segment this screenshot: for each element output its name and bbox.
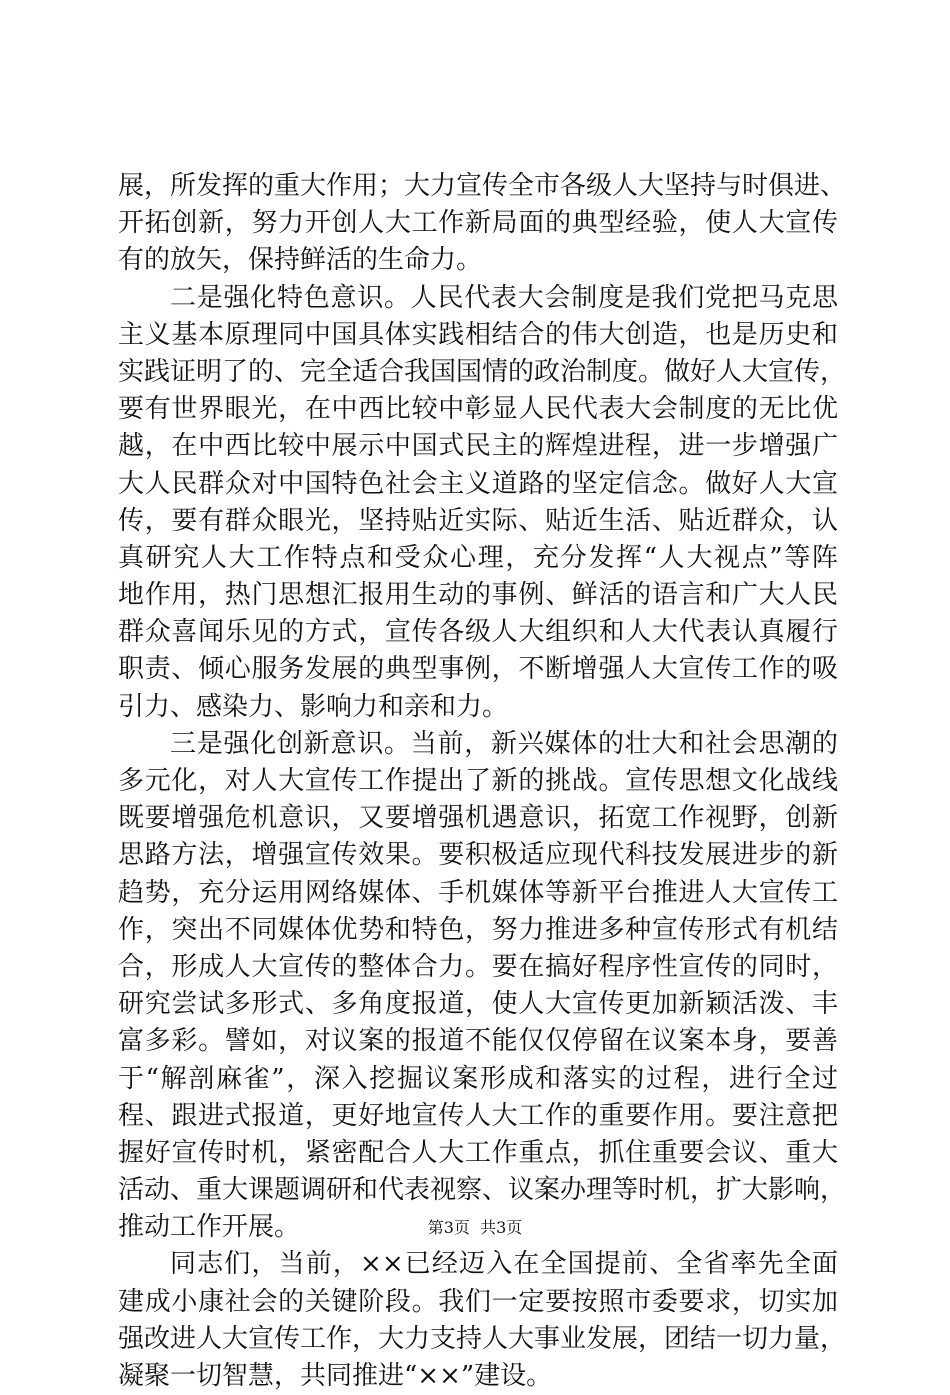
- text-line: 地作用，热门思想汇报用生动的事例、鲜活的语言和广大人民: [118, 580, 838, 611]
- text-line: 多元化，对人大宣传工作提出了新的挑战。宣传思想文化战线: [118, 766, 838, 796]
- text-line: 传，要有群众眼光，坚持贴近实际、贴近生活、贴近群众，认: [118, 505, 838, 536]
- text-line: 有的放矢，保持鲜活的生命力。: [118, 245, 483, 276]
- text-line: 展，所发挥的重大作用；大力宣传全市各级人大坚持与时俱进、: [118, 171, 847, 201]
- text-line: 主义基本原理同中国具体实践相结合的伟大创造，也是历史和: [118, 319, 838, 350]
- text-line: 富多彩。譬如，对议案的报道不能仅仅停留在议案本身，要善: [118, 1026, 838, 1057]
- text-line: 三是强化创新意识。当前，新兴媒体的壮大和社会思潮的: [170, 728, 838, 759]
- text-line: 推动工作开展。: [118, 1212, 301, 1243]
- text-line: 引力、感染力、影响力和亲和力。: [118, 691, 509, 722]
- text-line: 二是强化特色意识。人民代表大会制度是我们党把马克思: [170, 282, 838, 313]
- text-line: 活动、重大课题调研和代表视察、议案办理等时机，扩大影响，: [118, 1175, 847, 1206]
- text-line: 建成小康社会的关键阶段。我们一定要按照市委要求，切实加: [118, 1286, 838, 1317]
- text-line: 作，突出不同媒体优势和特色，努力推进多种宣传形式有机结: [118, 914, 838, 945]
- text-line: 大人民群众对中国特色社会主义道路的坚定信念。做好人大宣: [118, 468, 838, 499]
- text-line: 研究尝试多形式、多角度报道，使人大宣传更加新颖活泼、丰: [118, 989, 838, 1020]
- text-line: 群众喜闻乐见的方式，宣传各级人大组织和人大代表认真履行: [118, 617, 838, 648]
- text-line: 趋势，充分运用网络媒体、手机媒体等新平台推进人大宣传工: [118, 877, 838, 908]
- text-line: 越，在中西比较中展示中国式民主的辉煌进程，进一步增强广: [118, 431, 838, 462]
- text-line: 开拓创新，努力开创人大工作新局面的典型经验，使人大宣传: [118, 208, 838, 239]
- text-line: 职责、倾心服务发展的典型事例，不断增强人大宣传工作的吸: [118, 654, 838, 685]
- text-line: 程、跟进式报道，更好地宣传人大工作的重要作用。要注意把: [118, 1100, 838, 1131]
- document-body: [118, 168, 847, 1395]
- page-footer: [0, 1215, 950, 1238]
- text-line: 合，形成人大宣传的整体合力。要在搞好程序性宣传的同时，: [118, 951, 838, 982]
- text-line: 既要增强危机意识，又要增强机遇意识，拓宽工作视野，创新: [118, 803, 838, 834]
- text-line: 要有世界眼光，在中西比较中彰显人民代表大会制度的无比优: [118, 394, 838, 425]
- text-line: 握好宣传时机，紧密配合人大工作重点，抓住重要会议、重大: [118, 1137, 838, 1168]
- text-line: 于“解剖麻雀”，深入挖掘议案形成和落实的过程，进行全过: [118, 1063, 838, 1094]
- text-line: 真研究人大工作特点和受众心理，充分发挥“人大视点”等阵: [118, 542, 838, 573]
- text-line: 强改进人大宣传工作，大力支持人大事业发展，团结一切力量，: [118, 1323, 847, 1354]
- text-line: 思路方法，增强宣传效果。要积极适应现代科技发展进步的新: [118, 840, 838, 871]
- text-line: 实践证明了的、完全适合我国国情的政治制度。做好人大宣传，: [118, 356, 847, 387]
- text-line: 同志们，当前，××已经迈入在全国提前、全省率先全面: [170, 1249, 838, 1280]
- text-line: 凝聚一切智慧，共同推进“××”建设。: [118, 1361, 553, 1391]
- page-number-label: 第3页 共3页: [427, 1218, 523, 1237]
